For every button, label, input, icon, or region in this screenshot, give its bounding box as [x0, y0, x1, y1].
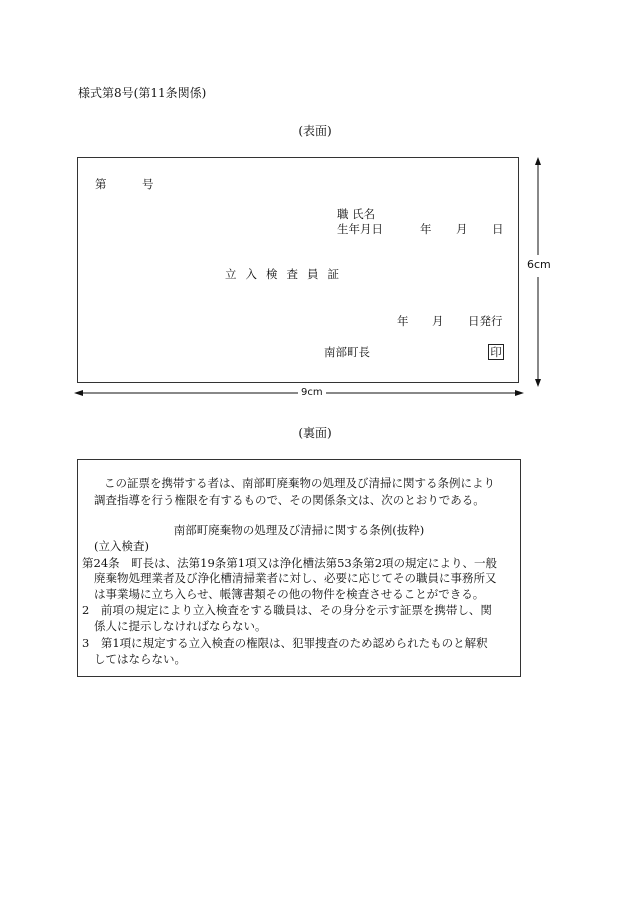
id-card-back — [77, 459, 521, 677]
ordinance-title: 南部町廃棄物の処理及び清掃に関する条例(抜粋) — [173, 523, 425, 537]
birth-year-label: 年 — [420, 222, 432, 236]
front-side-label: (表面) — [298, 124, 332, 138]
birth-date-label: 生年月日 — [337, 222, 383, 236]
section-heading: (立入検査) — [94, 539, 149, 553]
paragraph-text-line: 3 第1項に規定する立入検査の権限は、犯罪捜査のため認められたものと解釈 — [82, 636, 488, 650]
position-name-label: 職 氏名 — [337, 207, 376, 221]
intro-text-line: 調査指導を行う権限を有するもので、その関係条文は、次のとおりである。 — [94, 493, 485, 507]
id-card-front — [77, 157, 519, 383]
birth-day-label: 日 — [492, 222, 504, 236]
height-dimension-arrow — [529, 157, 549, 387]
paragraph-text-line: 係人に提示しなければならない。 — [94, 619, 267, 633]
card-title: 立入検査員証 — [225, 267, 348, 281]
article-text-line: 廃棄物処理業者及び浄化槽清掃業者に対し、必要に応じてその職員に事務所又 — [94, 571, 497, 585]
issue-year-label: 年 — [397, 314, 409, 328]
back-side-label: (裏面) — [298, 426, 332, 440]
card-number-prefix: 第 — [95, 177, 107, 191]
card-number-suffix: 号 — [142, 177, 154, 191]
paragraph-text-line: してはならない。 — [94, 652, 186, 666]
issue-day-label: 日発行 — [468, 314, 503, 328]
height-dimension-label: 6cm — [527, 258, 551, 271]
birth-month-label: 月 — [456, 222, 468, 236]
issue-month-label: 月 — [432, 314, 444, 328]
form-title: 様式第8号(第11条関係) — [78, 86, 207, 100]
article-text-line: 第24条 町長は、法第19条第1項又は浄化槽法第53条第2項の規定により、一般 — [82, 556, 498, 570]
issuer-title: 南部町長 — [324, 345, 370, 359]
seal-stamp: 印 — [488, 344, 504, 360]
paragraph-text-line: 2 前項の規定により立入検査をする職員は、その身分を示す証票を携帯し、関 — [82, 603, 492, 617]
width-dimension-label: 9cm — [298, 387, 326, 398]
intro-text-line: この証票を携帯する者は、南部町廃棄物の処理及び清掃に関する条例により — [104, 476, 495, 490]
article-text-line: は事業場に立ち入らせ、帳簿書類その他の物件を検査させることができる。 — [94, 587, 485, 601]
